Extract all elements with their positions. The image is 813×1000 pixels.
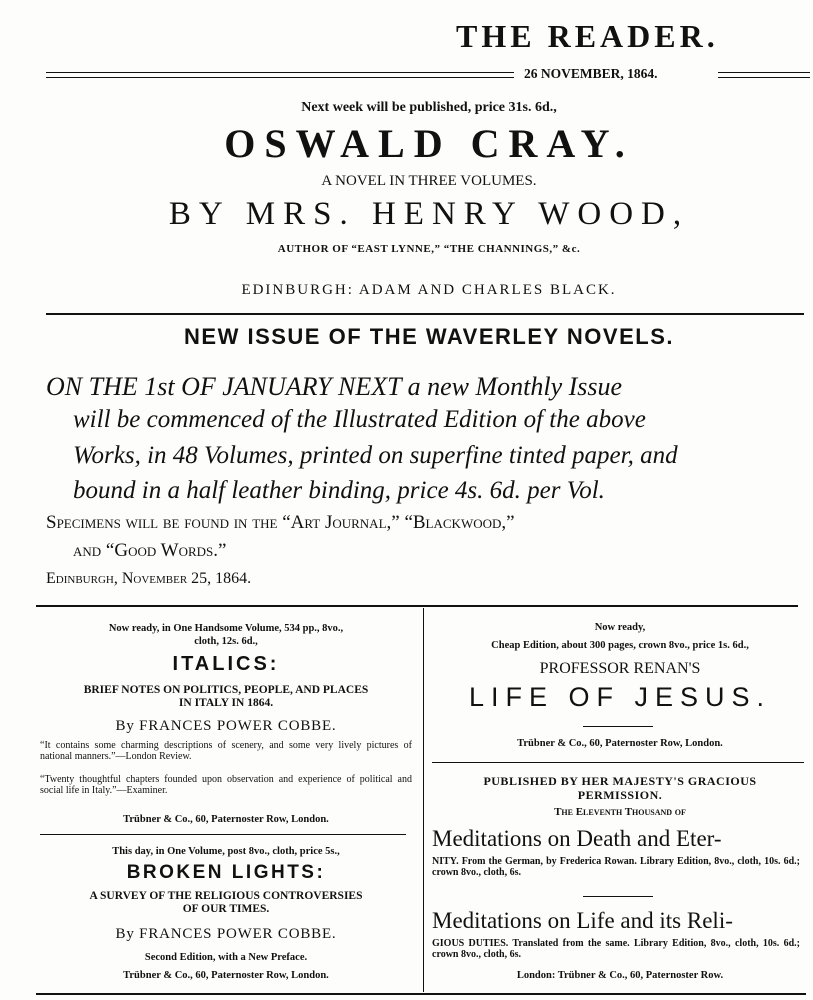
broken-edition: Second Edition, with a New Preface. <box>144 952 308 963</box>
meditations-life-body: GIOUS DUTIES. Translated from the same. Library Edition, 8vo., cloth, 10s. 6d.; crown 8vo., cloth, 6s. <box>432 938 800 960</box>
oswald-publisher: EDINBURGH: ADAM AND CHARLES BLACK. <box>241 282 617 298</box>
section-divider <box>46 313 804 315</box>
oswald-author: BY MRS. HENRY WOOD, <box>168 196 690 232</box>
broken-title: BROKEN LIGHTS: <box>126 862 326 883</box>
renan-ready: Now ready, <box>594 622 646 633</box>
italics-subtitle: BRIEF NOTES ON POLITICS, PEOPLE, AND PLACES IN ITALY IN 1864. <box>83 684 369 709</box>
italics-author: By FRANCES POWER COBBE. <box>115 718 337 734</box>
meditations-thousand: The Eleventh Thousand of <box>554 806 686 818</box>
meditations-imprint: London: Trübner & Co., 60, Paternoster Row. <box>516 970 724 981</box>
renan-title: LIFE OF JESUS. <box>468 682 772 712</box>
italics-title: ITALICS: <box>172 653 280 675</box>
italics-quote-1: “It contains some charming descriptions of scenery, and some very lively pictures of national manners.”—London Review. <box>40 740 412 762</box>
meditations-permission: PUBLISHED BY HER MAJESTY'S GRACIOUS PERMISSION. <box>483 774 757 802</box>
renan-author: PROFESSOR RENAN'S <box>539 660 701 677</box>
masthead-rule-right <box>718 72 810 78</box>
broken-subtitle: A SURVEY OF THE RELIGIOUS CONTROVERSIES OF OUR TIMES. <box>89 890 363 915</box>
oswald-subtitle: A NOVEL IN THREE VOLUMES. <box>321 173 537 189</box>
column-divider <box>423 608 424 992</box>
waverley-line-3: Works, in 48 Volumes, printed on superfine tinted paper, and <box>73 442 678 469</box>
meditations-death-body: NITY. From the German, by Frederica Rowan. Library Edition, 8vo., cloth, 10s. 6d.; crown 8vo., cloth, 6s. <box>432 856 800 878</box>
bottom-rule <box>36 993 806 995</box>
waverley-line-2: will be commenced of the Illustrated Edition of the above <box>73 406 646 433</box>
broken-ready: This day, in One Volume, post 8vo., cloth, price 5s., <box>112 846 340 857</box>
renan-edition: Cheap Edition, about 300 pages, crown 8vo., price 1s. 6d., <box>491 640 749 651</box>
short-divider <box>583 896 653 897</box>
waverley-line-1: ON THE 1st OF JANUARY NEXT a new Monthly Issue <box>46 372 623 401</box>
section-divider <box>36 605 798 607</box>
waverley-line-4: bound in a half leather binding, price 4s. 6d. per Vol. <box>73 477 605 504</box>
meditations-death-title: Meditations on Death and Eter- <box>432 826 722 851</box>
masthead-date: 26 NOVEMBER, 1864. <box>524 66 658 81</box>
broken-author: By FRANCES POWER COBBE. <box>115 926 337 942</box>
masthead-rule-left <box>46 72 514 78</box>
waverley-specimens-2: and “Good Words.” <box>73 540 227 561</box>
oswald-announcement: Next week will be published, price 31s. 6d., <box>301 100 557 115</box>
renan-imprint: Trübner & Co., 60, Paternoster Row, London. <box>517 738 723 749</box>
meditations-life-title: Meditations on Life and its Reli- <box>432 908 733 933</box>
broken-imprint: Trübner & Co., 60, Paternoster Row, London. <box>123 970 329 981</box>
oswald-title: OSWALD CRAY. <box>224 121 634 166</box>
masthead-title: THE READER. <box>456 18 719 54</box>
section-divider <box>432 762 804 763</box>
waverley-dateline: Edinburgh, November 25, 1864. <box>46 570 252 587</box>
italics-imprint: Trübner & Co., 60, Paternoster Row, London. <box>123 814 329 825</box>
waverley-heading: NEW ISSUE OF THE WAVERLEY NOVELS. <box>184 324 674 349</box>
short-divider <box>583 726 653 727</box>
oswald-author-of: AUTHOR OF “EAST LYNNE,” “THE CHANNINGS,” &c. <box>277 243 581 255</box>
italics-ready: Now ready, in One Handsome Volume, 534 pp., 8vo., cloth, 12s. 6d., <box>108 623 344 647</box>
waverley-specimens-1: Specimens will be found in the “Art Journal,” “Blackwood,” <box>46 512 515 533</box>
section-divider <box>40 834 406 835</box>
italics-quote-2: “Twenty thoughtful chapters founded upon observation and experience of political and social life in Italy.”—Examiner. <box>40 774 412 796</box>
